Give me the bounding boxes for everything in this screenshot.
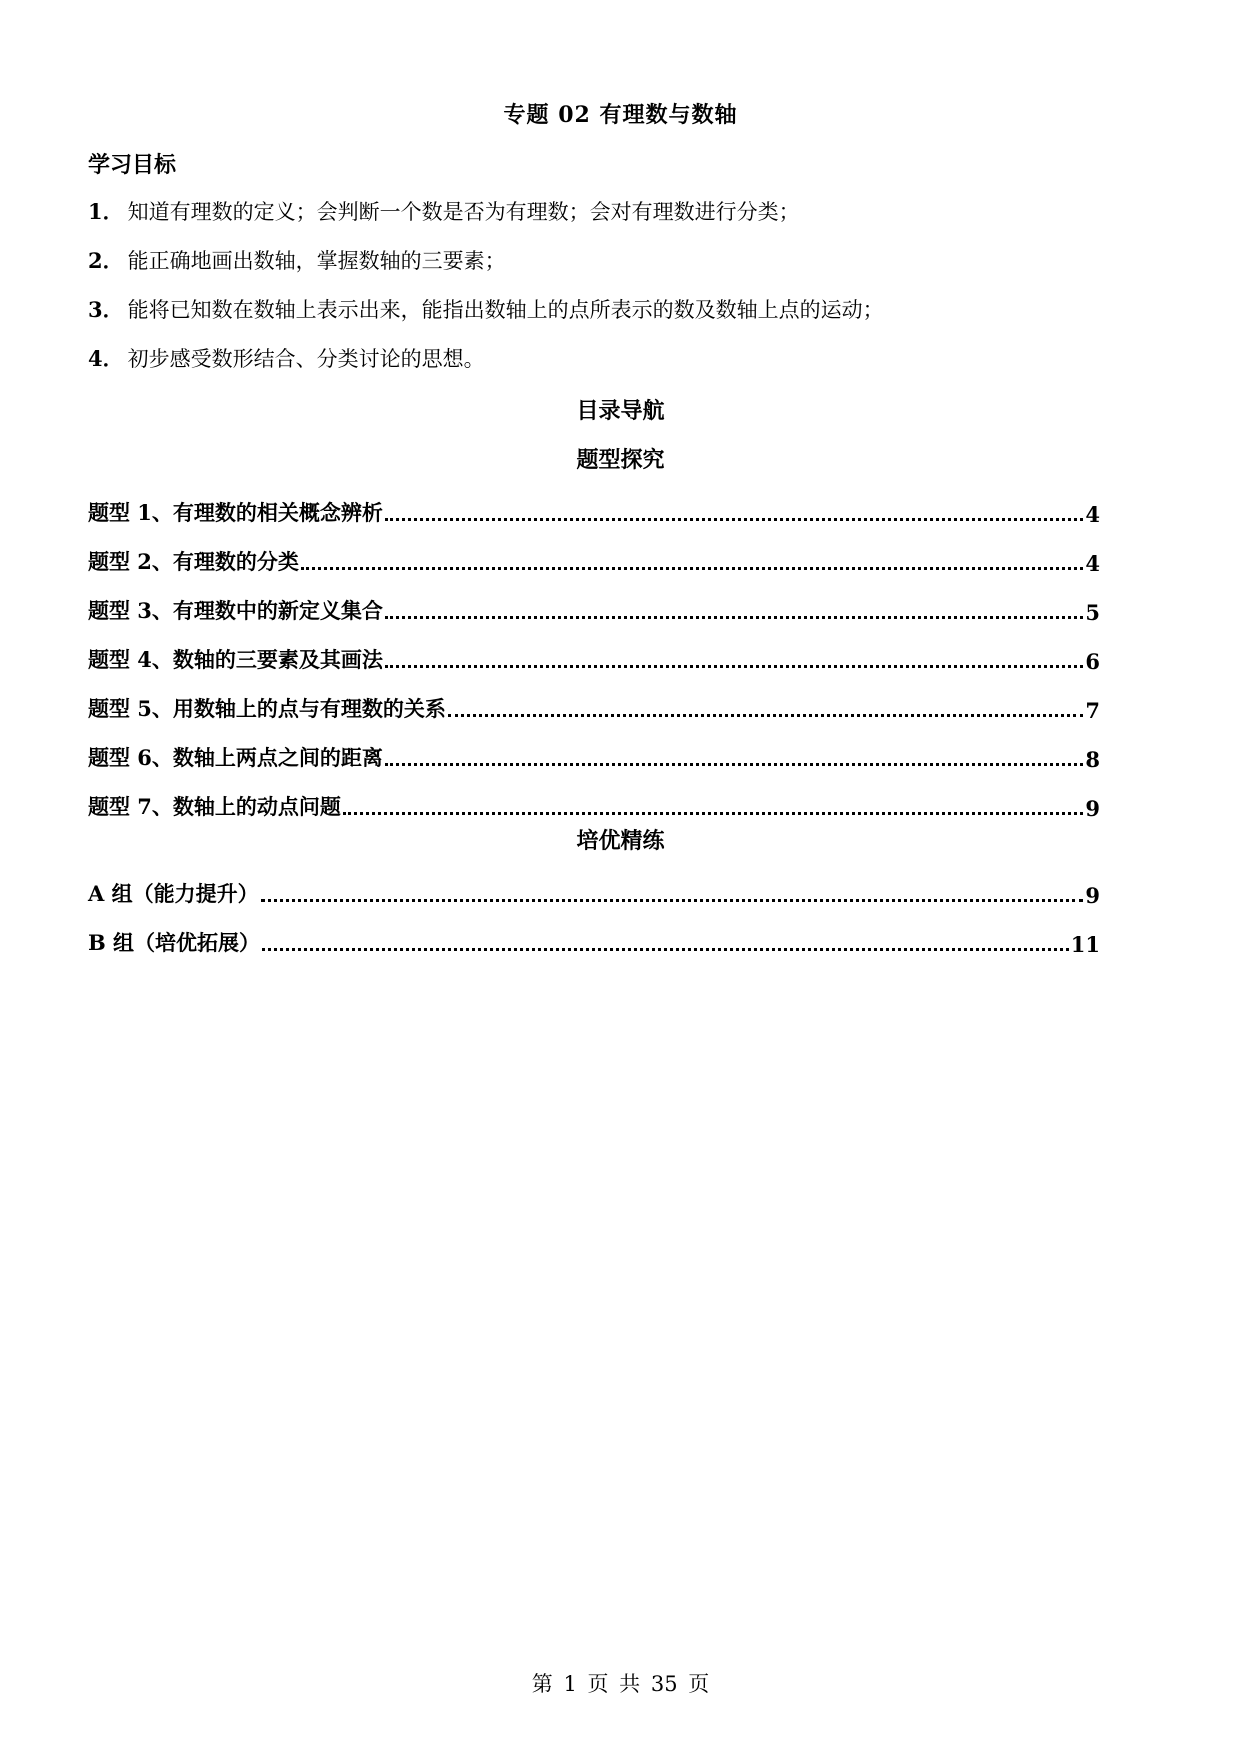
- toc-entry[interactable]: [88, 772, 1100, 821]
- objective-number: 1．: [88, 199, 124, 224]
- page-footer: 第 1 页 共 35 页: [531, 1672, 710, 1696]
- objectives-list: [88, 196, 1148, 392]
- toc-entry-page: 5: [1085, 600, 1100, 625]
- toc-entry-label: 题型 1、有理数的相关概念辨析: [88, 500, 383, 525]
- toc-dot-leader: [301, 566, 1083, 570]
- toc-entry-page: 9: [1085, 883, 1100, 908]
- toc-entry-page: 6: [1085, 649, 1100, 674]
- toc-entry-label: 题型 4、数轴的三要素及其画法: [88, 647, 383, 672]
- toc-dot-leader: [262, 947, 1069, 951]
- toc-entry[interactable]: [88, 674, 1100, 723]
- toc-entry-page: 9: [1085, 796, 1100, 821]
- section-heading-question-types: 题型探究: [576, 447, 665, 473]
- objective-number: 3．: [88, 297, 124, 322]
- toc-heading: 目录导航: [576, 398, 665, 424]
- toc-entry-label: 题型 7、数轴上的动点问题: [88, 794, 341, 819]
- objective-text: 初步感受数形结合、分类讨论的思想。: [127, 347, 485, 371]
- toc-entry[interactable]: [88, 478, 1100, 527]
- toc-entry-label: 题型 3、有理数中的新定义集合: [88, 598, 383, 623]
- toc-list-question-types: [88, 478, 1100, 821]
- toc-dot-leader: [385, 664, 1083, 668]
- section-heading-practice: 培优精练: [576, 828, 665, 854]
- objective-number: 2．: [88, 248, 124, 273]
- toc-entry-page: 4: [1085, 502, 1100, 527]
- toc-entry-label: 题型 2、有理数的分类: [88, 549, 299, 574]
- toc-entry-label: B 组（培优拓展）: [88, 930, 261, 955]
- objective-item: [88, 343, 1148, 392]
- toc-list-practice: [88, 859, 1100, 957]
- toc-entry[interactable]: [88, 576, 1100, 625]
- objective-number: 4．: [88, 346, 124, 371]
- toc-entry[interactable]: [88, 859, 1100, 908]
- toc-dot-leader: [385, 517, 1083, 521]
- toc-entry[interactable]: [88, 625, 1100, 674]
- toc-dot-leader: [448, 713, 1083, 717]
- toc-dot-leader: [261, 898, 1084, 902]
- toc-entry-label: A 组（能力提升）: [88, 881, 259, 906]
- toc-entry-label: 题型 5、用数轴上的点与有理数的关系: [88, 696, 446, 721]
- toc-entry-label: 题型 6、数轴上两点之间的距离: [88, 745, 383, 770]
- toc-entry-page: 7: [1085, 698, 1100, 723]
- toc-entry-page: 8: [1085, 747, 1100, 772]
- toc-entry[interactable]: [88, 908, 1100, 957]
- objective-text: 能正确地画出数轴，掌握数轴的三要素；: [127, 249, 506, 273]
- toc-dot-leader: [385, 762, 1083, 766]
- toc-dot-leader: [385, 615, 1083, 619]
- objective-item: [88, 294, 1148, 343]
- toc-dot-leader: [343, 811, 1083, 815]
- objective-text: 能将已知数在数轴上表示出来，能指出数轴上的点所表示的数及数轴上点的运动；: [127, 298, 884, 322]
- objectives-heading: 学习目标: [88, 152, 177, 178]
- toc-entry[interactable]: [88, 723, 1100, 772]
- toc-entry[interactable]: [88, 527, 1100, 576]
- objective-item: [88, 245, 1148, 294]
- toc-entry-page: 11: [1070, 932, 1100, 957]
- document-title: 专题 02 有理数与数轴: [503, 102, 738, 128]
- objective-item: [88, 196, 1148, 245]
- objective-text: 知道有理数的定义；会判断一个数是否为有理数；会对有理数进行分类；: [127, 200, 800, 224]
- toc-entry-page: 4: [1085, 551, 1100, 576]
